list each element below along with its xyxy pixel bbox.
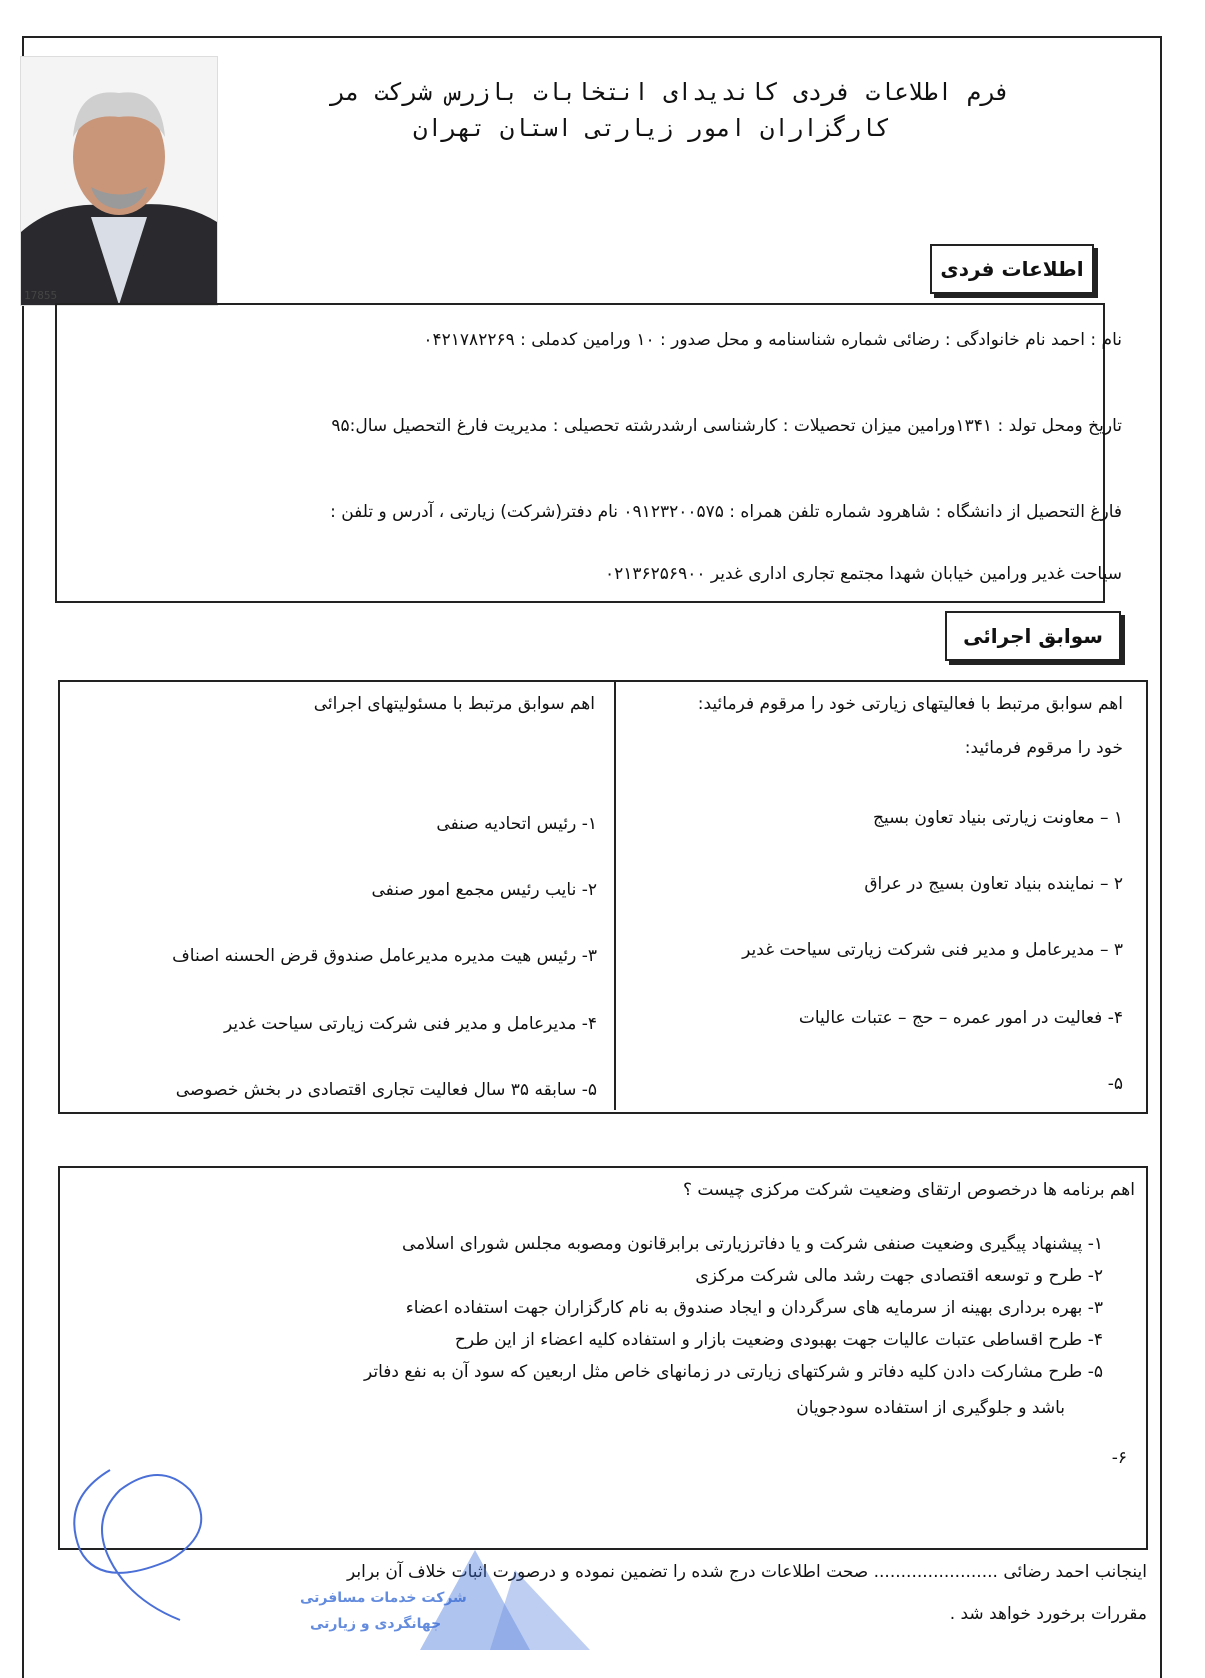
executive-right-item: ۱ – معاونت زیارتی بنیاد تعاون بسیج: [873, 808, 1123, 828]
executive-left-item: ۵- سابقه ۳۵ سال فعالیت تجاری اقتصادی در بخش خصوصی: [175, 1080, 597, 1100]
executive-right-header-2: خود را مرقوم فرمائید:: [964, 738, 1123, 758]
executive-right-item: ۴- فعالیت در امور عمره – حج – عتبات عالیات: [798, 1008, 1123, 1028]
executive-right-header-1: اهم سوابق مرتبط با فعالیتهای زیارتی خود را مرقوم فرمائید:: [697, 694, 1123, 714]
personal-line-4: سیاحت غدیر ورامین خیابان شهدا مجتمع تجاری اداری غدیر ۰۲۱۳۶۲۵۶۹۰۰: [605, 564, 1122, 584]
declaration-line-1: اینجانب احمد رضائی ....................... صحت اطلاعات درج شده را تضمین نموده و درصورت اثبات خلاف آن برابر: [346, 1562, 1147, 1582]
program-item: ۳- بهره برداری بهینه از سرمایه های سرگردان و ایجاد صندوق به نام کارگزاران جهت استفاده اعضاء: [405, 1298, 1103, 1318]
program-item-5-continuation: باشد و جلوگیری از استفاده سودجویان: [796, 1398, 1065, 1418]
declaration-line-2: مقررات برخورد خواهد شد .: [949, 1604, 1147, 1624]
programs-question: اهم برنامه ها درخصوص ارتقای وضعیت شرکت مرکزی چیست ؟: [682, 1180, 1135, 1200]
executive-left-item: ۳- رئیس هیت مدیره مدیرعامل صندوق قرض الحسنه اصناف: [172, 946, 597, 966]
signature-scribble: [50, 1440, 250, 1640]
executive-left-item: ۱- رئیس اتحادیه صنفی: [436, 814, 597, 834]
executive-left-item: ۴- مدیرعامل و مدیر فنی شرکت زیارتی سیاحت غدیر: [223, 1014, 597, 1034]
form-title-line1: فرم اطلاعات فردی کاندیدای انتخابات بازرس شرکت مر: [330, 78, 1010, 106]
form-title-line2: کارگزاران امور زیارتی استان تهران: [413, 114, 890, 142]
program-item-6: ۶-: [1111, 1448, 1127, 1468]
program-item: ۵- طرح مشارکت دادن کلیه دفاتر و شرکتهای زیارتی در زمانهای خاص مثل اربعین که سود آن به نفع دفاتر: [363, 1362, 1103, 1382]
program-item: ۴- طرح اقساطی عتبات عالیات جهت بهبودی وضعیت بازار و استفاده کلیه اعضاء از این طرح: [454, 1330, 1103, 1350]
personal-info-heading: اطلاعات فردی: [930, 244, 1094, 294]
executive-divider: [614, 682, 616, 1110]
stamp-text-1: شرکت خدمات مسافرتی: [300, 1590, 467, 1606]
personal-line-2: تاریخ ومحل تولد : ۱۳۴۱ورامین میزان تحصیلات : کارشناسی ارشدرشته تحصیلی : مدیریت فارغ التحصیل سال:۹۵: [331, 416, 1122, 436]
personal-line-1: نام : احمد نام خانوادگی : رضائی شماره شناسنامه و محل صدور : ۱۰ ورامین کدملی : ۰۴۲۱۷۸۲۲۶۹: [423, 330, 1122, 350]
executive-heading: سوابق اجرائی: [945, 611, 1121, 661]
executive-left-header: اهم سوابق مرتبط با مسئولیتهای اجرائی: [313, 694, 595, 714]
applicant-photo: [20, 56, 218, 306]
personal-line-3: فارغ التحصیل از دانشگاه : شاهرود شماره تلفن همراه : ۰۹۱۲۳۲۰۰۵۷۵ نام دفتر(شرکت) زیارتی ، آدرس و تلفن :: [330, 502, 1122, 522]
executive-left-item: ۲- نایب رئیس مجمع امور صنفی: [371, 880, 597, 900]
executive-right-item: ۳ – مدیرعامل و مدیر فنی شرکت زیارتی سیاحت غدیر: [742, 940, 1123, 960]
executive-right-item: ۵-: [1107, 1074, 1123, 1094]
program-item: ۲- طرح و توسعه اقتصادی جهت رشد مالی شرکت مرکزی: [695, 1266, 1103, 1286]
program-item: ۱- پیشنهاد پیگیری وضعیت صنفی شرکت و یا دفاترزیارتی برابرقانون ومصوبه مجلس شورای اسلامی: [401, 1234, 1103, 1254]
photo-number: 17855: [24, 289, 58, 302]
executive-right-item: ۲ – نماینده بنیاد تعاون بسیج در عراق: [864, 874, 1123, 894]
stamp-text-2: جهانگردی و زیارتی: [310, 1616, 442, 1632]
